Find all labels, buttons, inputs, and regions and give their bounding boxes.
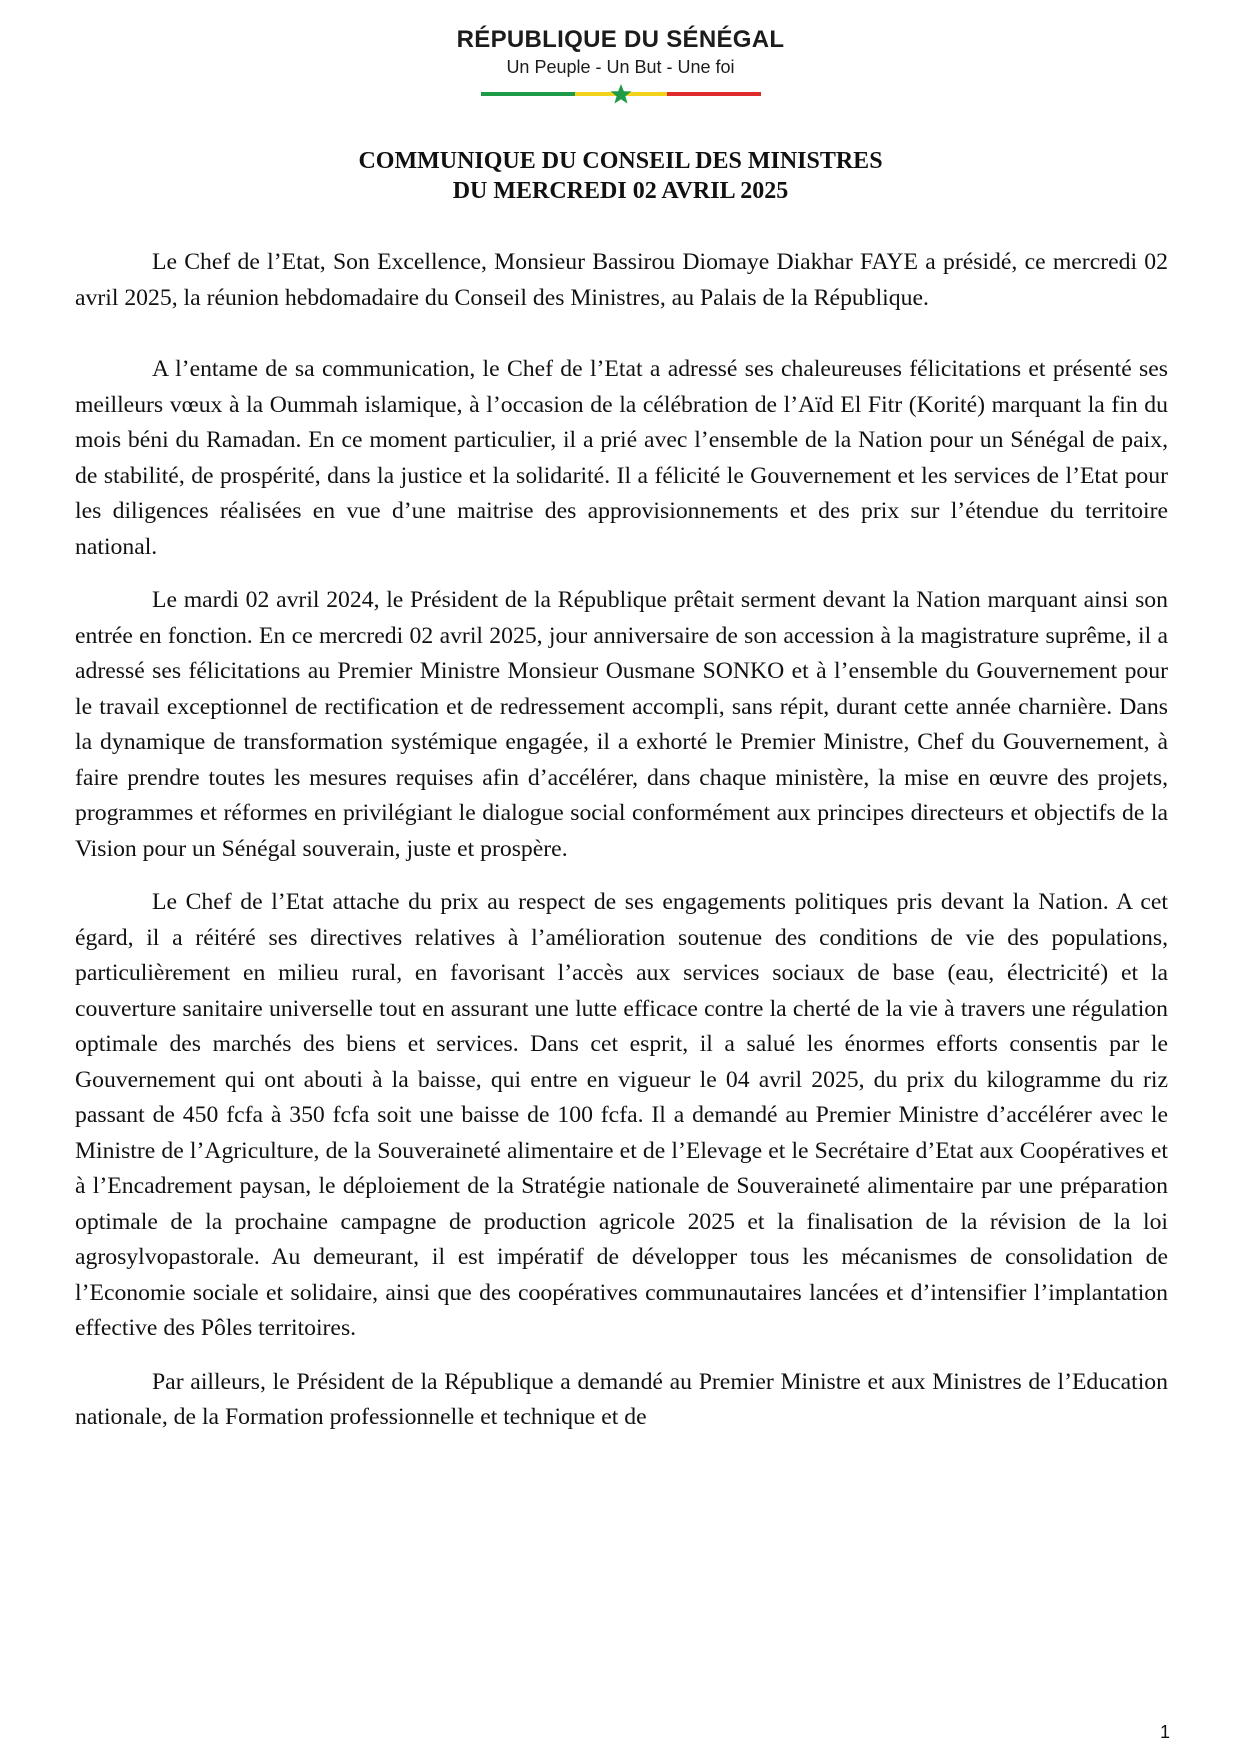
communique-body [75,245,1168,1436]
paragraph: Le Chef de l’Etat, Son Excellence, Monsieur Bassirou Diomaye Diakhar FAYE a présidé, ce mercredi 02 avril 2025, la réunion hebdomadaire du Conseil des Ministres, au Palais de la République. [75,249,1168,311]
title-line-1: COMMUNIQUE DU CONSEIL DES MINISTRES [358,148,883,174]
title-line-2: DU MERCREDI 02 AVRIL 2025 [452,178,789,204]
letterhead [0,26,1241,102]
flag-green-stripe [481,92,575,96]
paragraph: A l’entame de sa communication, le Chef de l’Etat a adressé ses chaleureuses félicitations et présenté ses meilleurs vœux à la Oummah islamique, à l’occasion de la célébration de l’Aïd El Fitr (Korité) marquant la fin du mois béni du Ramadan. En ce moment particulier, il a prié avec l’ensemble de la Nation pour un Sénégal de paix, de stabilité, de prospérité, dans la justice et la solidarité. Il a félicité le Gouvernement et les services de l’Etat pour les diligences réalisées en vue d’une maitrise des approvisionnements et des prix sur l’étendue du territoire national. [75,356,1168,560]
flag-red-stripe [667,92,761,96]
republic-title: RÉPUBLIQUE DU SÉNÉGAL [456,26,785,53]
flag-bar [481,86,761,102]
paragraph: Par ailleurs, le Président de la République a demandé au Premier Ministre et aux Ministres de l’Education nationale, de la Formation professionnelle et technique et de [75,1368,1168,1430]
paragraph: Le mardi 02 avril 2024, le Président de la République prêtait serment devant la Nation marquant ainsi son entrée en fonction. En ce mercredi 02 avril 2025, jour anniversaire de son accession à la magistrature suprême, il a adressé ses félicitations au Premier Ministre Monsieur Ousmane SONKO et à l’ensemble du Gouvernement pour le travail exceptionnel de rectification et de redressement accompli, sans répit, durant cette année charnière. Dans la dynamique de transformation systémique engagée, il a exhorté le Premier Ministre, Chef du Gouvernement, à faire prendre toutes les mesures requises afin d’accélérer, dans chaque ministère, la mise en œuvre des projets, programmes et réformes en privilégiant le dialogue social conformément aux principes directeurs et objectifs de la Vision pour un Sénégal souverain, juste et prospère. [75,587,1168,862]
page-number: 1 [1159,1722,1170,1742]
national-motto: Un Peuple - Un But - Une foi [506,57,735,77]
paragraph: Le Chef de l’Etat attache du prix au respect de ses engagements politiques pris devant la Nation. A cet égard, il a réitéré ses directives relatives à l’amélioration soutenue des conditions de vie des populations, particulièrement en milieu rural, en favorisant l’accès aux services sociaux de base (eau, électricité) et la couverture sanitaire universelle tout en assurant une lutte efficace contre la cherté de la vie à travers une régulation optimale des marchés des biens et services. Dans cet esprit, il a salué les énormes efforts consentis par le Gouvernement qui ont abouti à la baisse, qui entre en vigueur le 04 avril 2025, du prix du kilogramme du riz passant de 450 fcfa à 350 fcfa soit une baisse de 100 fcfa. Il a demandé au Premier Ministre d’accélérer avec le Ministre de l’Agriculture, de la Souveraineté alimentaire et de l’Elevage et le Secrétaire d’Etat aux Coopératives et à l’Encadrement paysan, le déploiement de la Stratégie nationale de Souveraineté alimentaire par une préparation optimale de la prochaine campagne de production agricole 2025 et la finalisation de la révision de la loi agrosylvopastorale. Au demeurant, il est impératif de développer tous les mécanismes de consolidation de l’Economie sociale et solidaire, ainsi que des coopératives communautaires lancées et d’intensifier l’implantation effective des Pôles territoires. [75,889,1168,1341]
communique-title [0,146,1241,206]
star-icon [609,83,633,105]
